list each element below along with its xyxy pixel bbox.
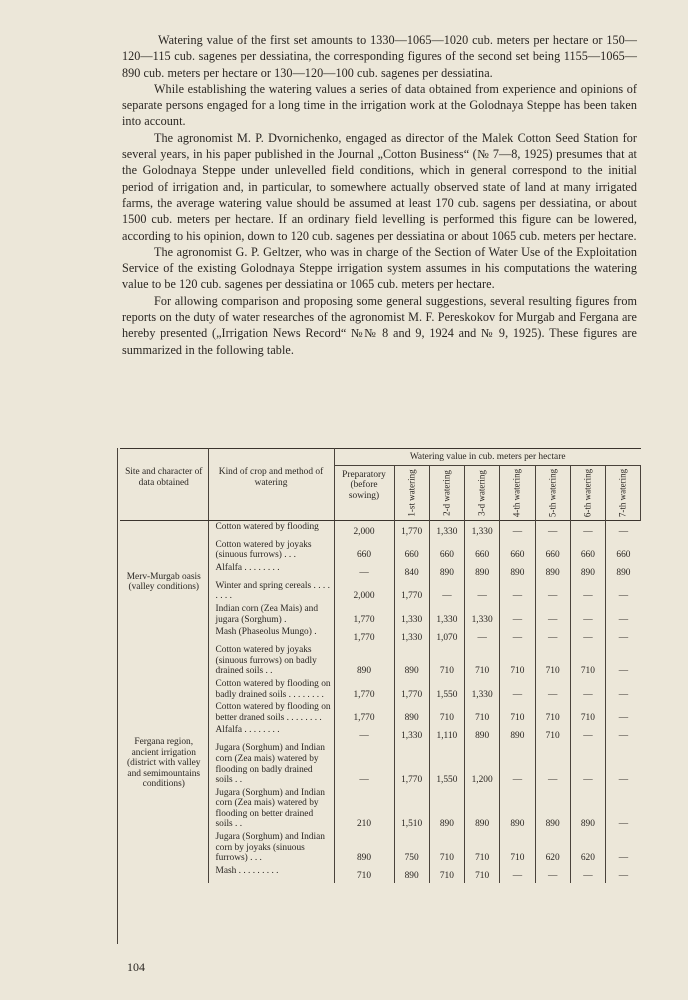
header-group: Watering value in cub. meters per hectare [334, 449, 641, 466]
crop-method-cell: Mash . . . . . . . . . [208, 865, 334, 883]
crop-method-cell: Jugara (Sorghum) and Indian corn by joyaks (sinuous furrows) . . . [208, 831, 334, 865]
preparatory-value-cell: 2,000 [334, 580, 394, 603]
watering-value-cell: 1,550 [429, 742, 464, 786]
watering-value-cell: 710 [570, 644, 605, 678]
preparatory-value-cell: 1,770 [334, 701, 394, 724]
watering-value-cell: 710 [535, 724, 570, 742]
watering-value-cell: — [500, 626, 535, 644]
watering-value-cell: 710 [429, 865, 464, 883]
watering-value-cell: — [465, 626, 500, 644]
watering-value-cell: 1,330 [429, 603, 464, 626]
preparatory-value-cell: 210 [334, 787, 394, 831]
watering-value-cell: — [535, 580, 570, 603]
watering-value-cell: 890 [465, 724, 500, 742]
watering-value-cell: — [618, 871, 629, 882]
preparatory-value-cell: — [334, 742, 394, 786]
watering-value-cell: — [535, 626, 570, 644]
table-row [120, 520, 641, 539]
watering-value-cell: 750 [394, 831, 429, 865]
watering-value-cell: — [500, 865, 535, 883]
site-cell: Fergana region, ancient irrigation (district with valley and semimountains conditions) [120, 644, 208, 883]
watering-value-cell: 660 [465, 539, 500, 562]
preparatory-value-cell: 890 [334, 831, 394, 865]
watering-value-cell: 710 [465, 644, 500, 678]
preparatory-value-cell: 710 [334, 865, 394, 883]
watering-value-cell: 660 [394, 539, 429, 562]
table-left-rule [117, 448, 118, 944]
paragraph-2: While establishing the watering values a series of data obtained from experience and opinions of separate persons engaged for a long time in the irrigation work at the Golodnaya Steppe has been taken into account. [122, 81, 637, 129]
watering-value-cell: 710 [535, 644, 570, 678]
watering-value-cell: 1,330 [429, 520, 464, 539]
watering-value-cell: 890 [394, 865, 429, 883]
watering-value-cell: 1,770 [394, 678, 429, 701]
watering-value-cell: — [465, 580, 500, 603]
watering-value-cell: 1,770 [394, 520, 429, 539]
watering-value-cell: 710 [500, 701, 535, 724]
watering-value-cell: 660 [616, 550, 631, 561]
header-kind: Kind of crop and method of watering [208, 449, 334, 521]
watering-value-cell: — [500, 678, 535, 701]
watering-value-cell: 1,330 [394, 603, 429, 626]
watering-value-cell: — [618, 712, 629, 723]
watering-value-cell: — [535, 603, 570, 626]
crop-method-cell: Cotton watered by joyaks (sinuous furrows) on badly drained soils . . [208, 644, 334, 678]
watering-value-cell: — [618, 527, 629, 537]
page-number: 104 [127, 960, 145, 974]
preparatory-value-cell: — [334, 724, 394, 742]
watering-value-cell: 710 [465, 831, 500, 865]
watering-value-cell: 1,330 [465, 603, 500, 626]
preparatory-value-cell: — [334, 562, 394, 580]
watering-value-cell: — [570, 626, 605, 644]
watering-value-cell: — [570, 724, 605, 742]
watering-value-cell: 890 [616, 568, 631, 579]
preparatory-value-cell: 660 [334, 539, 394, 562]
watering-value-cell: — [618, 775, 629, 786]
watering-value-cell: — [535, 742, 570, 786]
header-watering-5: 5-th watering [535, 465, 570, 520]
watering-value-cell: 660 [535, 539, 570, 562]
watering-value-cell: — [570, 603, 605, 626]
watering-value-cell: — [618, 689, 629, 700]
header-watering-1: 1-st watering [394, 465, 429, 520]
watering-value-cell: 660 [500, 539, 535, 562]
crop-method-cell: Cotton watered by flooding [208, 520, 334, 539]
watering-value-cell: — [500, 742, 535, 786]
watering-value-cell: — [618, 591, 629, 602]
watering-value-cell: 710 [500, 644, 535, 678]
preparatory-value-cell: 1,770 [334, 626, 394, 644]
watering-value-cell: 890 [394, 644, 429, 678]
watering-value-cell: 710 [465, 865, 500, 883]
watering-value-cell: 620 [570, 831, 605, 865]
watering-value-cell: 1,070 [429, 626, 464, 644]
watering-value-cell: — [618, 819, 629, 830]
header-watering-7: 7-th watering [606, 465, 641, 520]
watering-value-cell: — [618, 666, 629, 677]
watering-value-cell: — [570, 520, 605, 539]
header-preparatory: Preparatory (before sowing) [334, 465, 394, 520]
crop-method-cell: Indian corn (Zea Mais) and jugara (Sorghum) . [208, 603, 334, 626]
watering-value-cell: 890 [535, 787, 570, 831]
crop-method-cell: Cotton watered by flooding on badly drained soils . . . . . . . . [208, 678, 334, 701]
header-site: Site and character of data obtained [120, 449, 208, 521]
watering-value-cell: 1,770 [394, 580, 429, 603]
watering-value-cell: 1,330 [465, 520, 500, 539]
crop-method-cell: Alfalfa . . . . . . . . [208, 724, 334, 742]
site-cell: Merv-Murgab oasis (valley conditions) [120, 520, 208, 644]
header-watering-4: 4-th watering [500, 465, 535, 520]
table-row [120, 644, 641, 678]
watering-value-cell: 890 [535, 562, 570, 580]
watering-value-cell: — [535, 865, 570, 883]
watering-value-cell: — [570, 865, 605, 883]
crop-method-cell: Winter and spring cereals . . . . . . . . [208, 580, 334, 603]
watering-value-cell: — [570, 580, 605, 603]
preparatory-value-cell: 890 [334, 644, 394, 678]
table-body [120, 520, 641, 883]
watering-value-cell: 660 [429, 539, 464, 562]
watering-value-cell: 890 [429, 787, 464, 831]
watering-value-cell: — [618, 614, 629, 625]
watering-value-cell: 890 [570, 562, 605, 580]
watering-value-cell: 890 [500, 724, 535, 742]
watering-value-cell: 1,110 [429, 724, 464, 742]
watering-value-cell: 890 [500, 787, 535, 831]
watering-value-cell: — [570, 742, 605, 786]
preparatory-value-cell: 2,000 [334, 520, 394, 539]
watering-value-cell: 890 [429, 562, 464, 580]
header-watering-2: 2-d watering [429, 465, 464, 520]
watering-value-cell: — [618, 853, 629, 864]
watering-value-cell: — [429, 580, 464, 603]
watering-table [120, 448, 640, 883]
watering-value-cell: — [618, 730, 629, 741]
watering-value-cell: 890 [465, 562, 500, 580]
header-watering-6: 6-th watering [570, 465, 605, 520]
paragraph-1: Watering value of the first set amounts to 1330—1065—1020 cub. meters per hectare or 150—120—115 cub. sagenes per dessiatina, the corresponding figures of the second set being 1155—1065—890 cub. meters per hectare or 130—120—100 cub. sagenes per dessiatina. [122, 33, 637, 80]
watering-value-cell: — [500, 580, 535, 603]
header-watering-3: 3-d watering [465, 465, 500, 520]
watering-value-cell: 710 [429, 831, 464, 865]
watering-value-cell: 710 [570, 701, 605, 724]
watering-value-cell: — [618, 632, 629, 643]
watering-value-cell: 1,510 [394, 787, 429, 831]
watering-value-cell: 1,330 [394, 724, 429, 742]
preparatory-value-cell: 1,770 [334, 603, 394, 626]
crop-method-cell: Alfalfa . . . . . . . . [208, 562, 334, 580]
watering-value-cell: 890 [500, 562, 535, 580]
watering-value-cell: 1,200 [465, 742, 500, 786]
watering-value-cell: 890 [394, 701, 429, 724]
watering-value-cell: 1,550 [429, 678, 464, 701]
watering-value-cell: 1,770 [394, 742, 429, 786]
crop-method-cell: Mash (Phaseolus Mungo) . [208, 626, 334, 644]
watering-value-cell: 1,330 [465, 678, 500, 701]
watering-value-cell: — [535, 678, 570, 701]
watering-value-cell: 890 [465, 787, 500, 831]
body-text [122, 32, 637, 358]
watering-value-cell: — [500, 520, 535, 539]
preparatory-value-cell: 1,770 [334, 678, 394, 701]
watering-value-cell: 840 [394, 562, 429, 580]
paragraph-5: For allowing comparison and proposing some general suggestions, several resulting figures from reports on the duty of water researches of the agronomist M. F. Pereskokov for Murgab and Fergana are hereby presented („Irrigation News Record“ №№ 8 and 9, 1924 and № 9, 1925). These figures are summarized in the following table. [122, 293, 637, 357]
watering-value-cell: — [570, 678, 605, 701]
watering-value-cell: 710 [465, 701, 500, 724]
watering-value-cell: 890 [570, 787, 605, 831]
watering-value-cell: 620 [535, 831, 570, 865]
watering-value-cell: 710 [535, 701, 570, 724]
crop-method-cell: Cotton watered by flooding on better draned soils . . . . . . . . [208, 701, 334, 724]
watering-value-cell: 1,330 [394, 626, 429, 644]
crop-method-cell: Jugara (Sorghum) and Indian corn (Zea mais) watered by flooding on badly drained soils . . [208, 742, 334, 786]
watering-value-cell: 710 [500, 831, 535, 865]
watering-value-cell: 710 [429, 644, 464, 678]
watering-value-cell: 710 [429, 701, 464, 724]
watering-value-cell: 660 [570, 539, 605, 562]
watering-value-cell: — [500, 603, 535, 626]
watering-value-cell: — [535, 520, 570, 539]
crop-method-cell: Jugara (Sorghum) and Indian corn (Zea mais) watered by flooding on better drained soils . . [208, 787, 334, 831]
paragraph-3: The agronomist M. P. Dvornichenko, engaged as director of the Malek Cotton Seed Station for several years, in his paper published in the Journal „Cotton Business“ (№ 7—8, 1925) presumes that at the Golodnaya Steppe under unlevelled field conditions, which in general correspond to the initial period of irrigation and, in particular, to somewhere actually observed state of land at many irrigated farms, the average watering value should be assumed at least 170 cub. sagens per dessiatina, or about 1500 cub. meters per hectare. If an ordinary field levelling is performed this figure can be lowered, according to his opinion, down to 120 cub. sagenes per dessiatina or about 1065 cub. meters per hectare. [122, 130, 637, 243]
crop-method-cell: Cotton watered by joyaks (sinuous furrows) . . . [208, 539, 334, 562]
paragraph-4: The agronomist G. P. Geltzer, who was in charge of the Section of Water Use of the Exploitation Service of the existing Golodnaya Steppe irrigation system assumes in his computations the watering value to be 120 cub. sagenes per dessiatina or 1065 cub. meters per hectare. [122, 244, 637, 292]
